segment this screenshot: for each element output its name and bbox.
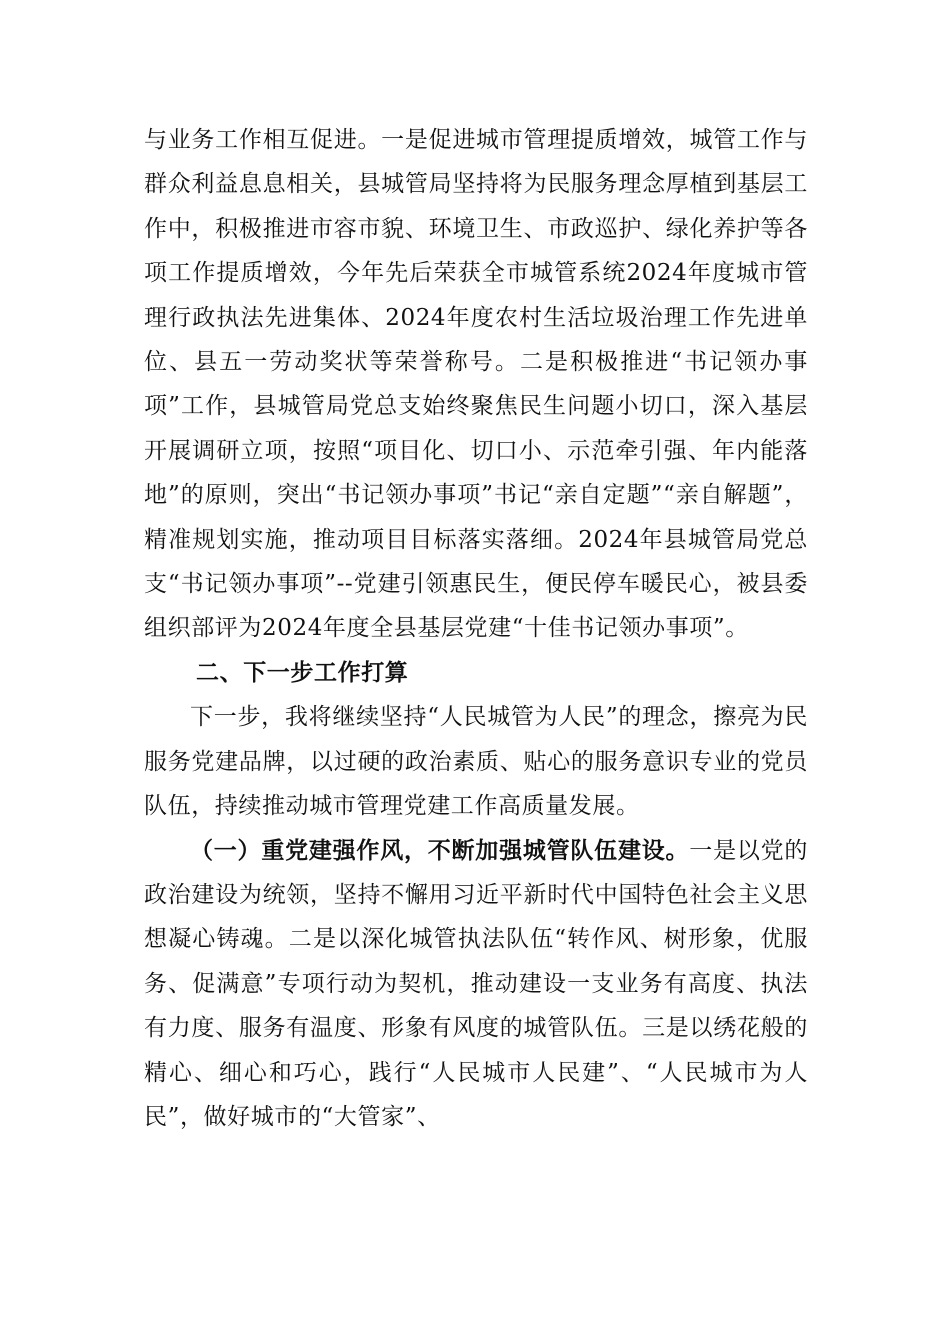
document-body: [144, 118, 808, 1139]
paragraph-team-building: [144, 829, 808, 1140]
section-heading-next-steps: 二、下一步工作打算: [196, 659, 409, 686]
subheading-team-building: （一）重党建强作风，不断加强城管队伍建设。: [190, 836, 690, 864]
paragraph-team-building-body: 一是以党的政治建设为统领，坚持不懈用习近平新时代中国特色社会主义思想凝心铸魂。二是以深化城管执法队伍“转作风、树形象，优服务、促满意”专项行动为契机，推动建设一支业务有高度、执法有力度、服务有温度、形象有风度的城管队伍。三是以绣花般的精心、细心和巧心，践行“人民城市人民建”、“人民城市为人民”，做好城市的“大管家”、: [144, 837, 808, 1130]
paragraph-achievements: 与业务工作相互促进。一是促进城市管理提质增效，城管工作与群众利益息息相关，县城管局坚持将为民服务理念厚植到基层工作中，积极推进市容市貌、环境卫生、市政巡护、绿化养护等各项工作提质增效，今年先后荣获全市城管系统2024年度城市管理行政执法先进集体、2024年度农村生活垃圾治理工作先进单位、县五一劳动奖状等荣誉称号。二是积极推进“书记领办事项”工作，县城管局党总支始终聚焦民生问题小切口，深入基层开展调研立项，按照“项目化、切口小、示范牵引强、年内能落地”的原则，突出“书记领办事项”书记“亲自定题”“亲自解题”，精准规划实施，推动项目目标落实落细。2024年县城管局党总支“书记领办事项”--党建引领惠民生，便民停车暖民心，被县委组织部评为2024年度全县基层党建“十佳书记领办事项”。: [144, 127, 808, 642]
paragraph-next-steps-intro: 下一步，我将继续坚持“人民城管为人民”的理念，擦亮为民服务党建品牌，以过硬的政治素质、贴心的服务意识专业的党员队伍，持续推动城市管理党建工作高质量发展。: [144, 704, 808, 820]
